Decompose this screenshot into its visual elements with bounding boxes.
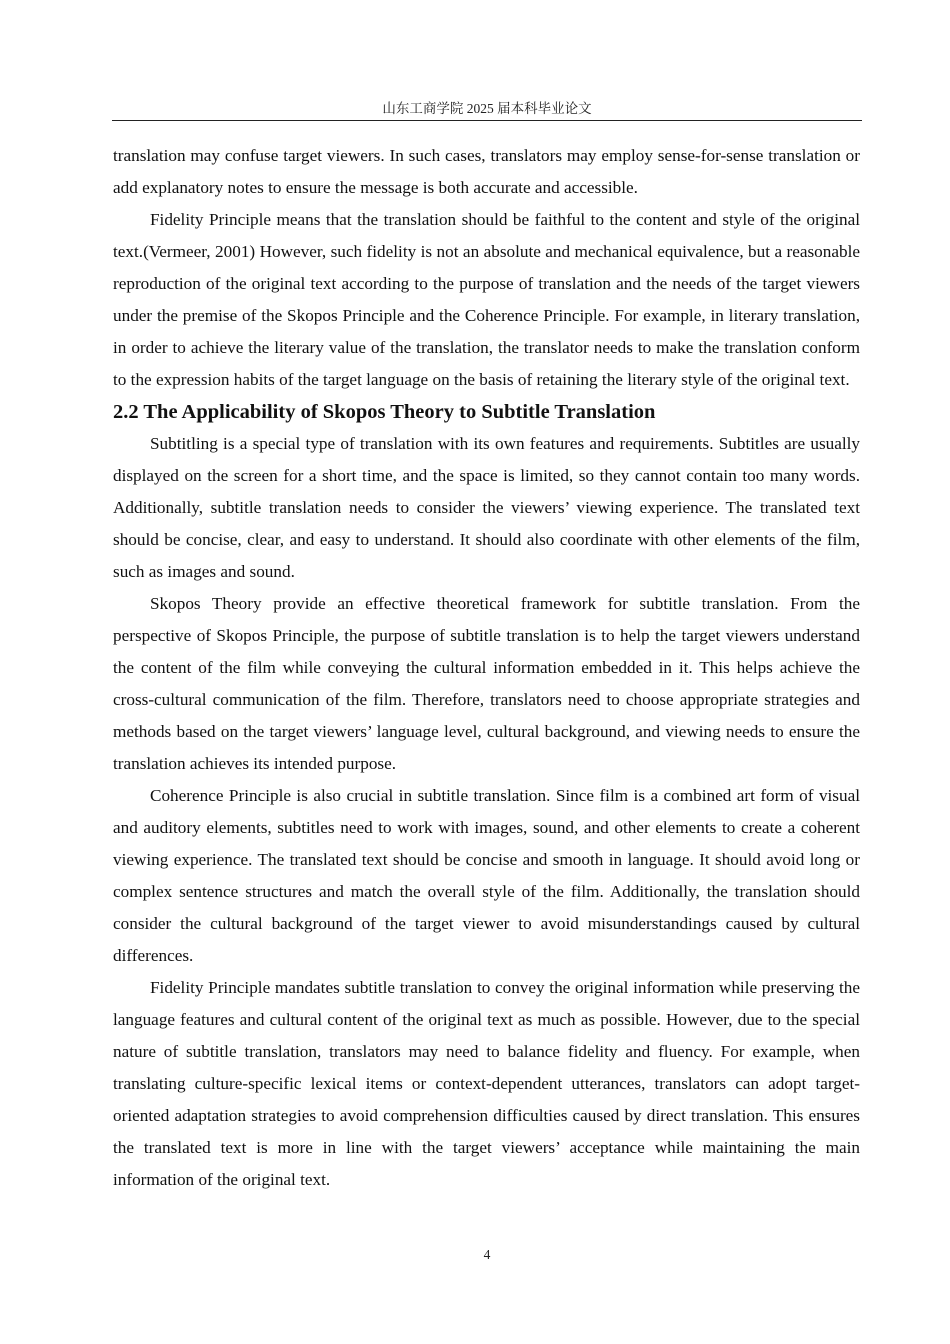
paragraph-coherence-principle: Coherence Principle is also crucial in subtitle translation. Since film is a combined art form of visual and auditory elements, subtitles need to work with images, sound, and other elements to create a coherent viewing experience. The translated text should be concise and smooth in language. It should avoid long or complex sentence structures and match the overall style of the film. Additionally, the translation should consider the cultural background of the target viewer to avoid misunderstandings caused by cultural differences. xyxy=(113,786,860,965)
header-rule xyxy=(112,120,862,121)
paragraph-skopos-framework: Skopos Theory provide an effective theoretical framework for subtitle translation. From the perspective of Skopos Principle, the purpose of subtitle translation is to help the target viewers understand the content of the film while conveying the cultural information embedded in it. This helps achieve the cross-cultural communication of the film. Therefore, translators need to choose appropriate strategies and methods based on the target viewers’ language level, cultural background, and viewing needs to ensure the translation achieves its intended purpose. xyxy=(113,594,860,773)
running-header: 山东工商学院 2025 届本科毕业论文 xyxy=(382,101,592,116)
paragraph-subtitling-features: Subtitling is a special type of translation with its own features and requirements. Subtitles are usually displayed on the screen for a short time, and the space is limited, so they cannot contain too many words. Additionally, subtitle translation needs to consider the viewers’ viewing experience. The translated text should be concise, clear, and easy to understand. It should also coordinate with other elements of the film, such as images and sound. xyxy=(113,434,860,581)
paragraph-fidelity-subtitle: Fidelity Principle mandates subtitle translation to convey the original information while preserving the language features and cultural content of the original text as much as possible. However, due to the special nature of subtitle translation, translators may need to balance fidelity and fluency. For example, when translating culture-specific lexical items or context-dependent utterances, translators can adopt target-oriented adaptation strategies to avoid comprehension difficulties caused by direct translation. This ensures the translated text is more in line with the target viewers’ acceptance while maintaining the main information of the original text. xyxy=(113,978,860,1189)
paragraph-continued: translation may confuse target viewers. In such cases, translators may employ sense-for-sense translation or add explanatory notes to ensure the message is both accurate and accessible. xyxy=(113,146,860,197)
page-number: 4 xyxy=(483,1247,491,1262)
paragraph-fidelity-principle: Fidelity Principle means that the translation should be faithful to the content and style of the original text.(Vermeer, 2001) However, such fidelity is not an absolute and mechanical equivalence, but a reasonable reproduction of the original text according to the purpose of translation and the needs of the target viewers under the premise of the Skopos Principle and the Coherence Principle. For example, in literary translation, in order to achieve the literary value of the translation, the translator needs to make the translation conform to the expression habits of the target language on the basis of retaining the literary style of the original text. xyxy=(113,210,860,389)
section-heading: 2.2 The Applicability of Skopos Theory to Subtitle Translation xyxy=(113,401,656,423)
body-text xyxy=(113,140,860,1196)
